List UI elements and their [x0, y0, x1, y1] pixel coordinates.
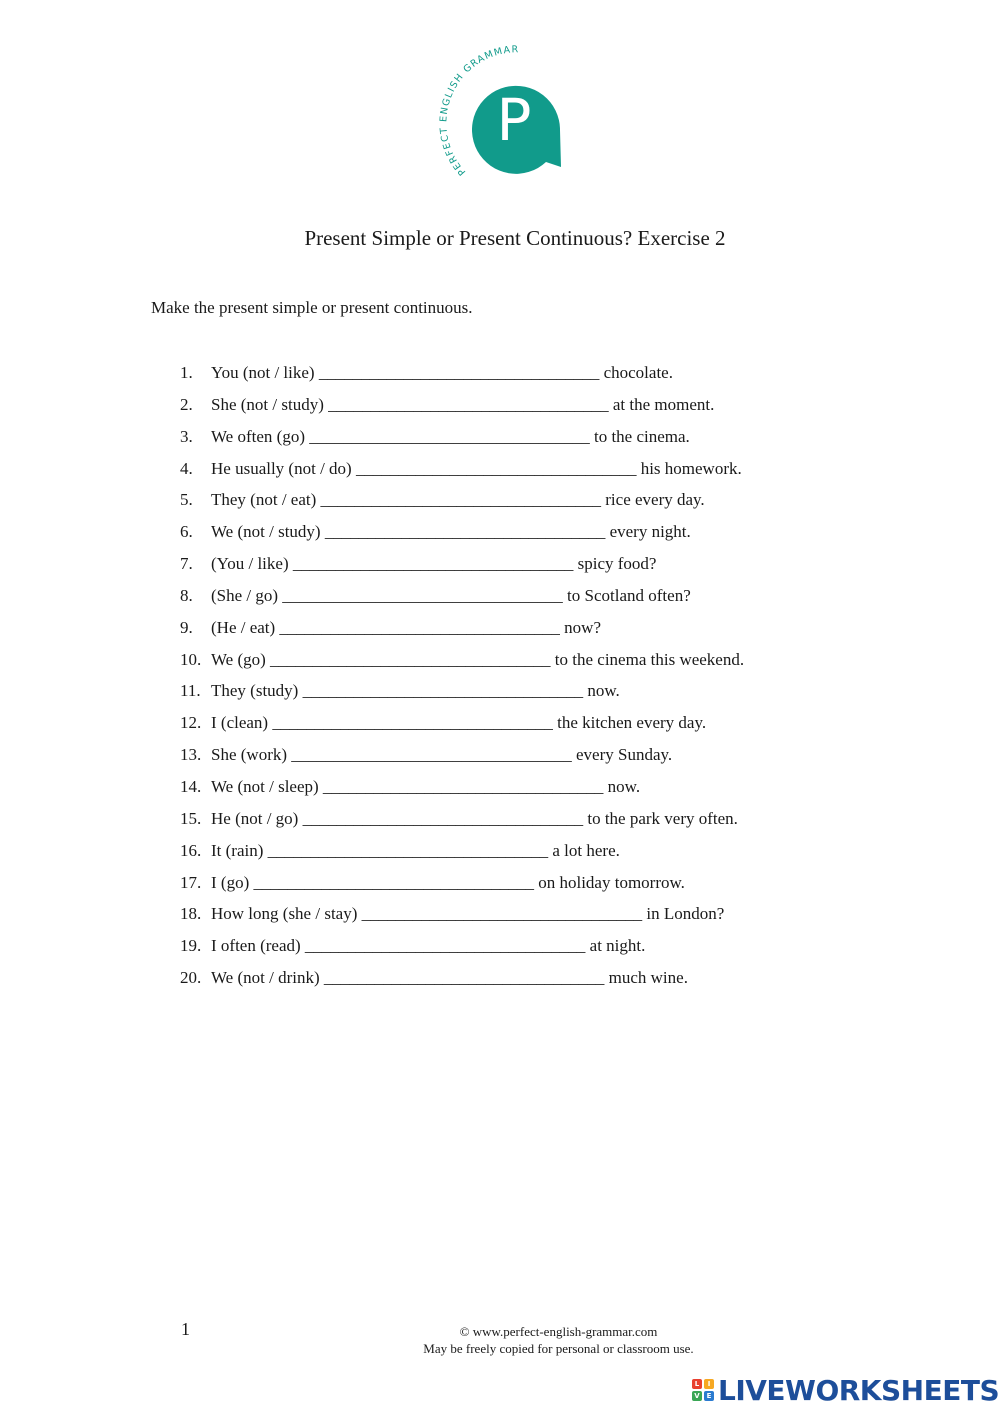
liveworksheets-brand — [692, 1372, 999, 1408]
item-number: 6. — [180, 522, 193, 542]
exercise-item — [180, 489, 744, 521]
exercise-item — [180, 458, 744, 490]
item-number: 5. — [180, 490, 193, 510]
exercise-item — [180, 649, 744, 681]
item-text: They (not / eat) _________________________________ rice every day. — [211, 490, 705, 510]
item-number: 13. — [180, 745, 202, 765]
item-number: 12. — [180, 713, 202, 733]
brand-block-i: I — [704, 1379, 714, 1389]
exercise-item — [180, 680, 744, 712]
item-number: 18. — [180, 904, 202, 924]
item-number: 7. — [180, 554, 193, 574]
item-number: 3. — [180, 426, 193, 446]
item-text: She (work) _________________________________ every Sunday. — [211, 745, 673, 765]
exercise-item — [180, 553, 744, 585]
item-text: She (not / study) _________________________________ at the moment. — [211, 394, 715, 414]
item-text: (He / eat) _________________________________ now? — [211, 617, 602, 637]
item-text: I (clean) _________________________________ the kitchen every day. — [211, 713, 707, 733]
exercise-item — [180, 744, 744, 776]
exercise-item — [180, 521, 744, 553]
item-number: 2. — [180, 394, 193, 414]
item-text: It (rain) _________________________________ a lot here. — [211, 840, 620, 860]
item-text: He usually (not / do) _________________________________ his homework. — [211, 458, 742, 478]
item-number: 14. — [180, 776, 202, 796]
exercise-item — [180, 840, 744, 872]
item-number: 11. — [180, 681, 201, 701]
item-text: I (go) _________________________________ on holiday tomorrow. — [211, 872, 685, 892]
item-text: He (not / go) _________________________________ to the park very often. — [211, 808, 738, 828]
brand-block-v: V — [692, 1391, 702, 1401]
perfect-english-grammar-logo — [430, 44, 580, 179]
item-text: You (not / like) _________________________________ chocolate. — [211, 363, 673, 382]
exercise-item — [180, 426, 744, 458]
footer-copyright — [0, 1323, 1000, 1357]
item-text: (You / like) _________________________________ spicy food? — [211, 554, 657, 574]
exercise-item — [180, 872, 744, 904]
copyright-line: © www.perfect-english-grammar.com — [459, 1324, 658, 1339]
page-number: 1 — [181, 1319, 190, 1339]
brand-block-l: L — [692, 1379, 702, 1389]
instruction-text: Make the present simple or present continuous. — [151, 298, 473, 317]
item-text: We (not / sleep) _________________________________ now. — [211, 776, 641, 796]
item-number: 17. — [180, 872, 202, 892]
logo-arc-text: PERFECT ENGLISH GRAMMAR — [438, 44, 520, 178]
logo-letter: P — [496, 86, 532, 154]
exercise-item — [180, 362, 744, 394]
page-title: Present Simple or Present Continuous? Exercise 2 — [304, 226, 726, 250]
brand-block-e: E — [704, 1391, 714, 1401]
exercise-item — [180, 712, 744, 744]
item-text: How long (she / stay) _________________________________ in London? — [211, 904, 725, 924]
exercise-item — [180, 585, 744, 617]
exercise-item — [180, 935, 744, 967]
item-text: (She / go) _________________________________ to Scotland often? — [211, 585, 691, 605]
item-number: 1. — [180, 363, 193, 382]
logo-graphic — [430, 44, 580, 179]
brand-name: LIVEWORKSHEETS — [718, 1373, 1000, 1407]
item-text: We (go) _________________________________ to the cinema this weekend. — [211, 649, 745, 669]
item-text: We often (go) _________________________________ to the cinema. — [211, 426, 690, 446]
item-text: They (study) _________________________________ now. — [211, 681, 620, 701]
item-number: 8. — [180, 585, 193, 605]
exercise-list — [180, 362, 744, 999]
item-number: 19. — [180, 936, 202, 956]
exercise-item — [180, 394, 744, 426]
item-text: We (not / drink) _________________________________ much wine. — [211, 968, 688, 988]
item-number: 16. — [180, 840, 202, 860]
license-line: May be freely copied for personal or classroom use. — [423, 1341, 694, 1356]
item-number: 10. — [180, 649, 202, 669]
exercise-item — [180, 617, 744, 649]
item-number: 20. — [180, 968, 202, 988]
item-text: We (not / study) _________________________________ every night. — [211, 522, 691, 542]
item-number: 4. — [180, 458, 193, 478]
exercise-item — [180, 808, 744, 840]
exercise-item — [180, 776, 744, 808]
item-number: 9. — [180, 617, 193, 637]
exercise-item — [180, 903, 744, 935]
item-number: 15. — [180, 808, 202, 828]
exercise-item — [180, 967, 744, 999]
item-text: I often (read) _________________________________ at night. — [211, 936, 646, 956]
brand-blocks-icon — [692, 1379, 714, 1401]
